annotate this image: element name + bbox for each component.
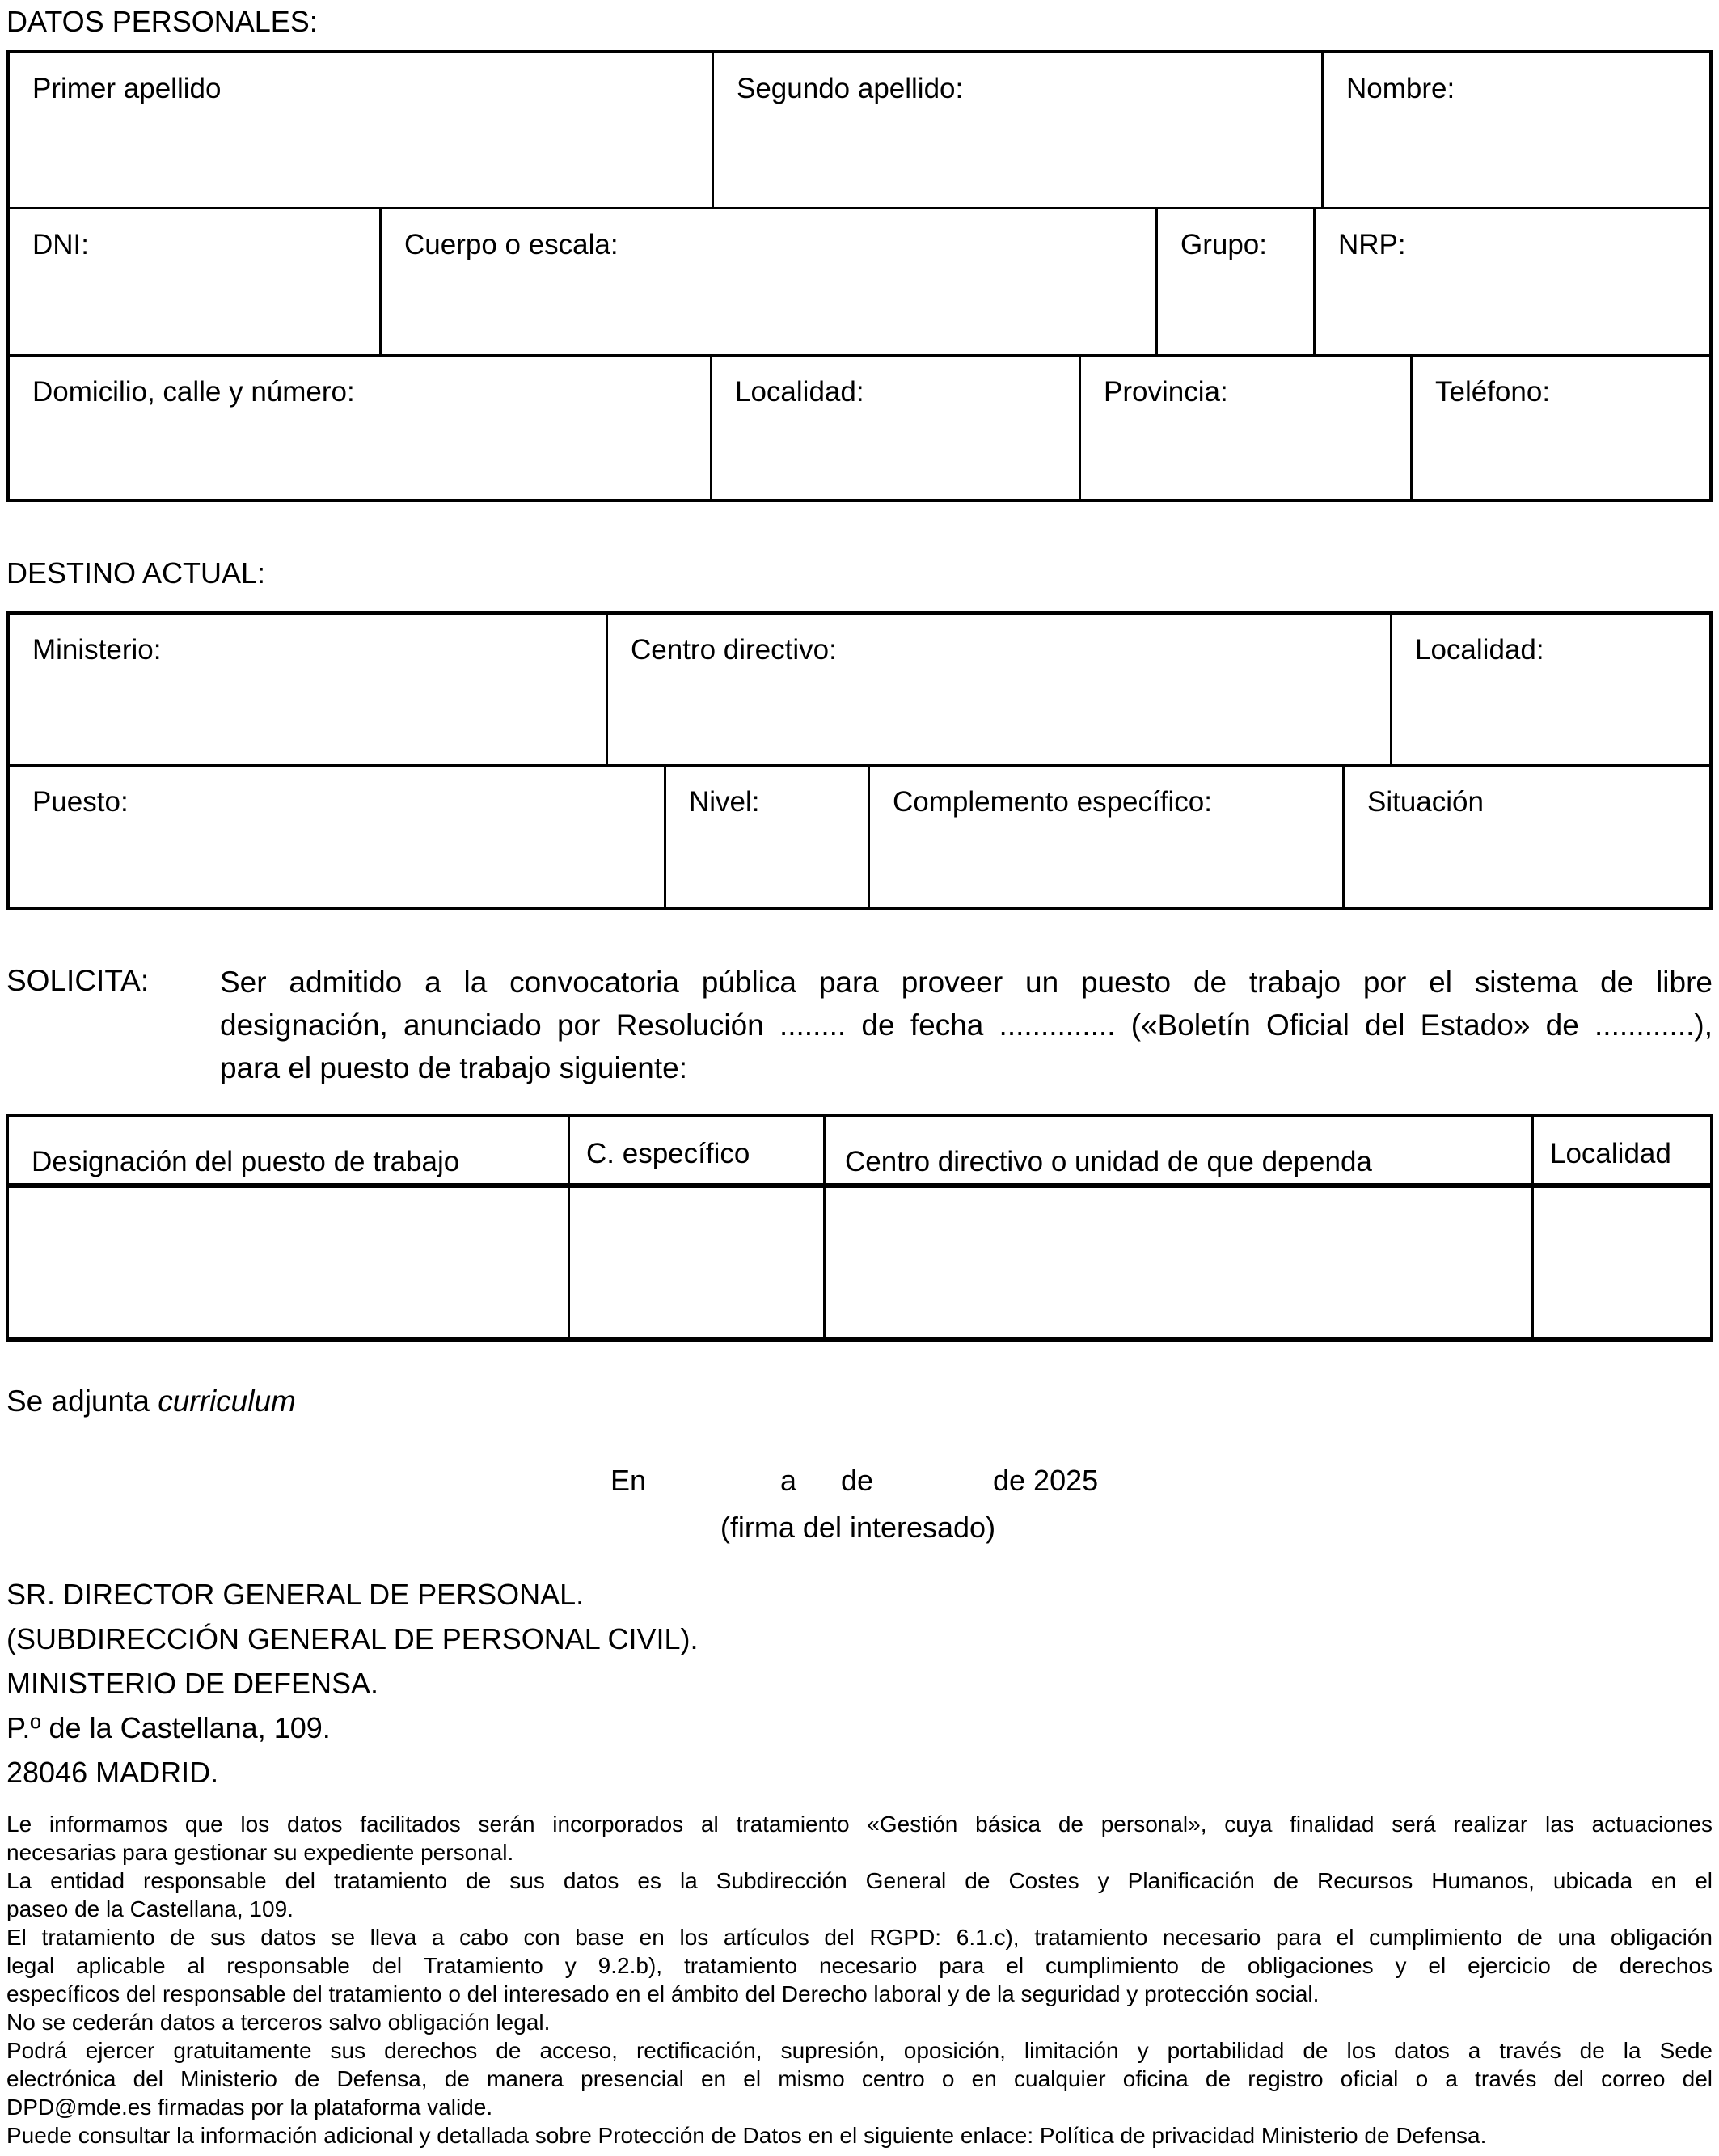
localidad-label: Localidad: — [735, 376, 864, 408]
solicita-line: designación, anunciado por Resolución ........ de fecha .............. («Boletín Oficial del Estado» de ............), — [220, 1008, 1713, 1042]
centro-directivo-label: Centro directivo: — [631, 634, 837, 666]
ministerio-field[interactable] — [10, 615, 606, 764]
privacy-notice — [6, 1810, 1713, 2150]
header-c-especifico — [568, 1117, 823, 1183]
complemento-especifico-field[interactable] — [868, 767, 1342, 907]
addressee-line: (SUBDIRECCIÓN GENERAL DE PERSONAL CIVIL). — [6, 1622, 699, 1655]
privacy-line: legal aplicable al responsable del Tratamiento y 9.2.b), tratamiento necesario para el cumplimiento de obligaciones y el ejercicio de derechos — [6, 1953, 1713, 1978]
privacy-line: Le informamos que los datos facilitados serán incorporados al tratamiento «Gestión básica de personal», cuya finalidad será realizar las actuaciones — [6, 1811, 1713, 1837]
nrp-field[interactable] — [1313, 209, 1709, 354]
nivel-field[interactable] — [664, 767, 868, 907]
table-row — [10, 764, 1709, 907]
puesto-label: Puesto: — [32, 786, 129, 818]
solicita-line: para el puesto de trabajo siguiente: — [220, 1051, 688, 1084]
grupo-label: Grupo: — [1180, 229, 1267, 260]
header-c-especifico-label: C. específico — [586, 1138, 750, 1169]
adjunta-prefix: Se adjunta — [6, 1384, 158, 1418]
privacy-line: El tratamiento de sus datos se lleva a cabo con base en los artículos del RGPD: 6.1.c), tratamiento necesario para el cumplimiento de una obligación — [6, 1925, 1713, 1950]
ministerio-label: Ministerio: — [32, 634, 162, 666]
table-row — [10, 615, 1709, 764]
firma-a: a — [780, 1464, 797, 1497]
solicita-line: Ser admitido a la convocatoria pública para proveer un puesto de trabajo por el sistema de libre — [220, 966, 1713, 999]
designacion-input-area[interactable] — [9, 1188, 568, 1337]
privacy-line: DPD@mde.es firmadas por la plataforma valide. — [6, 2095, 493, 2120]
header-localidad-label: Localidad — [1550, 1138, 1671, 1169]
table-header-row — [9, 1117, 1710, 1188]
grupo-field[interactable] — [1155, 209, 1313, 354]
privacy-line: paseo de la Castellana, 109. — [6, 1896, 294, 1921]
table-row — [9, 1188, 1710, 1337]
header-designacion-label: Designación del puesto de trabajo — [32, 1146, 460, 1177]
puesto-field[interactable] — [10, 767, 664, 907]
primer-apellido-label: Primer apellido — [32, 73, 222, 104]
nombre-field[interactable] — [1321, 53, 1709, 207]
header-centro-directivo-label: Centro directivo o unidad de que dependa — [845, 1146, 1372, 1177]
section-title-datos-personales: DATOS PERSONALES: — [6, 5, 318, 38]
privacy-line: Puede consultar la información adicional y detallada sobre Protección de Datos en el siguiente enlace: Política de privacidad Ministerio de Defensa. — [6, 2123, 1487, 2148]
privacy-line: necesarias para gestionar su expediente personal. — [6, 1840, 514, 1865]
header-designacion — [9, 1117, 568, 1183]
privacy-line: electrónica del Ministerio de Defensa, de manera presencial en el mismo centro o en cualquier oficina de registro oficial o a través del correo del — [6, 2066, 1713, 2091]
firma-en: En — [610, 1464, 647, 1497]
nivel-label: Nivel: — [689, 786, 760, 818]
domicilio-label: Domicilio, calle y número: — [32, 376, 355, 408]
segundo-apellido-field[interactable] — [712, 53, 1321, 207]
situacion-field[interactable] — [1342, 767, 1709, 907]
table-row — [10, 207, 1709, 354]
section-title-destino-actual: DESTINO ACTUAL: — [6, 556, 266, 590]
table-row — [10, 53, 1709, 207]
privacy-line: La entidad responsable del tratamiento de sus datos es la Subdirección General de Costes y Planificación de Recursos Humanos, ubicada en el — [6, 1868, 1713, 1893]
localidad-field[interactable] — [710, 357, 1079, 499]
puesto-solicitado-table — [6, 1114, 1713, 1342]
nombre-label: Nombre: — [1346, 73, 1455, 104]
datos-personales-table — [6, 50, 1713, 502]
privacy-line: No se cederán datos a terceros salvo obligación legal. — [6, 2010, 551, 2035]
addressee-line: P.º de la Castellana, 109. — [6, 1711, 331, 1744]
destino-localidad-field[interactable] — [1390, 615, 1709, 764]
c-especifico-input-area[interactable] — [568, 1188, 823, 1337]
provincia-field[interactable] — [1079, 357, 1410, 499]
firma-caption: (firma del interesado) — [720, 1511, 996, 1544]
adjunta-curriculum: curriculum — [158, 1384, 296, 1418]
dni-label: DNI: — [32, 229, 89, 260]
privacy-line: específicos del responsable del tratamiento o del interesado en el ámbito del Derecho laboral y de la seguridad y protección social. — [6, 1981, 1320, 2006]
provincia-label: Provincia: — [1104, 376, 1228, 408]
localidad-input-area[interactable] — [1531, 1188, 1710, 1337]
centro-directivo-input-area[interactable] — [823, 1188, 1531, 1337]
destino-actual-table — [6, 611, 1713, 910]
telefono-field[interactable] — [1410, 357, 1709, 499]
solicita-label: SOLICITA: — [6, 964, 150, 997]
solicita-paragraph — [220, 961, 1713, 1089]
firma-de: de — [841, 1464, 874, 1497]
privacy-line: Podrá ejercer gratuitamente sus derechos de acceso, rectificación, supresión, oposición, limitación y portabilidad de los datos a través de la Sede — [6, 2038, 1713, 2063]
firma-de-2025: de 2025 — [993, 1464, 1099, 1497]
addressee-line: 28046 MADRID. — [6, 1756, 219, 1789]
table-row — [10, 354, 1709, 499]
addressee-line: SR. DIRECTOR GENERAL DE PERSONAL. — [6, 1578, 585, 1611]
addressee-block — [6, 1572, 699, 1795]
header-localidad — [1531, 1117, 1710, 1183]
adjunta-note — [6, 1384, 296, 1418]
domicilio-field[interactable] — [10, 357, 710, 499]
primer-apellido-field[interactable] — [10, 53, 712, 207]
nrp-label: NRP: — [1338, 229, 1406, 260]
addressee-line: MINISTERIO DE DEFENSA. — [6, 1667, 379, 1700]
destino-localidad-label: Localidad: — [1415, 634, 1544, 666]
segundo-apellido-label: Segundo apellido: — [737, 73, 964, 104]
centro-directivo-field[interactable] — [606, 615, 1390, 764]
complemento-especifico-label: Complemento específico: — [893, 786, 1212, 818]
dni-field[interactable] — [10, 209, 379, 354]
cuerpo-escala-label: Cuerpo o escala: — [404, 229, 619, 260]
cuerpo-escala-field[interactable] — [379, 209, 1155, 354]
header-centro-directivo — [823, 1117, 1531, 1183]
situacion-label: Situación — [1367, 786, 1484, 818]
telefono-label: Teléfono: — [1435, 376, 1551, 408]
